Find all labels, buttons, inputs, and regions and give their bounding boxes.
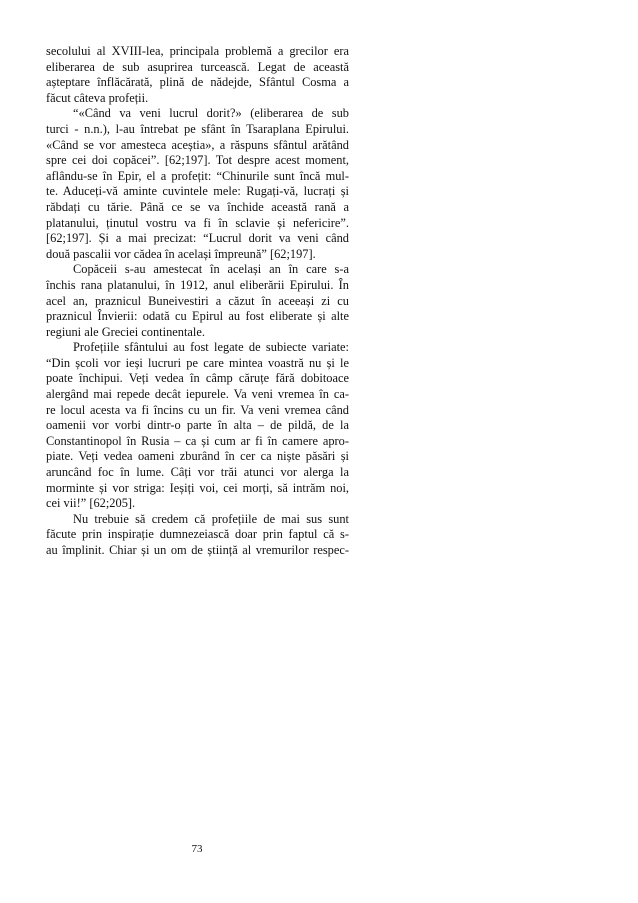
text-line: eliberarea de sub asuprirea turcească. Legat de această [46,59,349,74]
text-line: alergând mai repede decât iepurele. Va veni vremea în ca- [46,387,349,402]
text-line: praznicul Învierii: odată cu Epirul au fost eliberate și alte [46,309,349,324]
text-line: morminte și vor striga: Ieșiți voi, cei morți, să intrăm noi, [46,480,349,495]
text-line: re locul acesta va fi încins cu un fir. Va veni vremea când [46,402,349,417]
body-text [46,44,349,559]
text-line: regiuni ale Greciei continentale. [46,324,205,339]
text-line: cei vii!” [62;205]. [46,496,136,511]
text-line: platanului, ținutul vostru va fi în sclavie și nefericire”. [46,215,349,230]
text-line: așteptare înflăcărată, plină de nădejde, Sfântul Cosma a [46,75,349,90]
text-line: “Din școli vor ieși lucruri pe care mintea voastră nu și le [46,355,349,370]
page-number: 73 [191,843,203,855]
text-line: aruncând foc în lume. Câți vor trăi atunci vor alerga la [46,465,349,480]
text-line: răbdați cu tărie. Până ce se va închide această rană a [46,199,349,214]
text-line: Nu trebuie să credem că profețiile de mai sus sunt [73,511,349,526]
text-line: te. Aduceți-vă aminte cuvintele mele: Rugați-vă, lucrați și [46,184,349,199]
text-line: au împlinit. Chiar și un om de știință al vremurilor respec- [46,543,349,557]
text-line: făcut câteva profeții. [46,90,149,105]
text-line: “«Când va veni lucrul dorit?» (eliberarea de sub [73,106,349,121]
text-line: închis rana platanului, în 1912, anul eliberării Epirului. În [46,277,349,292]
text-line: oamenii vor vorbi dintr-o parte în alta – de pildă, de la [46,418,349,433]
text-line: piate. Veți vedea oameni zburând în cer ca niște păsări și [46,449,349,464]
text-line: spre cei doi copăcei”. [62;197]. Tot despre acest moment, [46,153,349,168]
text-line: acel an, praznicul Buneivestiri a căzut în aceeași zi cu [46,293,349,308]
text-line: turci - n.n.), l-au întrebat pe sfânt în Tsaraplana Epirului. [46,121,349,136]
text-line: «Când se vor amesteca aceștia», a răspuns sfântul arătând [46,137,349,152]
text-line: Constantinopol în Rusia – ca și cum ar fi în camere apro- [46,433,349,448]
text-line: făcute prin inspirație dumnezeiască doar prin faptul că s- [46,527,349,542]
text-line: secolului al XVIII-lea, principala problemă a grecilor era [46,44,349,58]
text-line: Copăceii s-au amestecat în același an în care s-a [73,262,349,277]
text-line: [62;197]. Și a mai precizat: “Lucrul dorit va veni când [46,231,349,246]
text-line: poate închipui. Veți vedea în câmp căruțe fără dobitoace [46,371,349,386]
text-line: aflându-se în Epir, el a profețit: “Chinurile sunt încă mul- [46,168,349,183]
text-line: două pascalii vor cădea în același împreună” [62;197]. [46,246,316,261]
text-line: Profețiile sfântului au fost legate de subiecte variate: [73,340,349,355]
